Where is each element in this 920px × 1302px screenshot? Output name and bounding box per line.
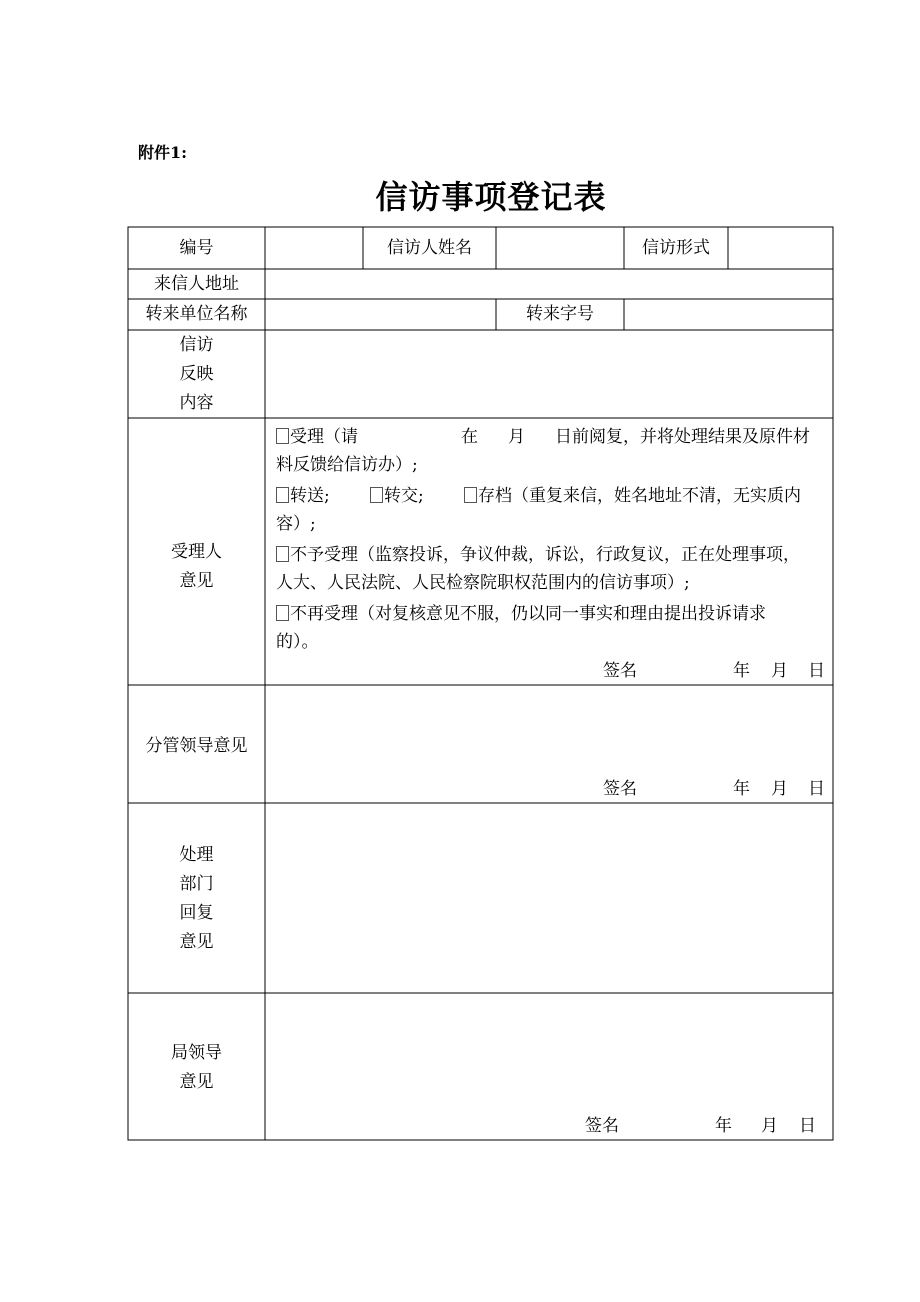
form-title: 信访事项登记表 xyxy=(375,178,607,216)
petitioner-name-field[interactable] xyxy=(497,228,623,268)
accept-month-text: 月 xyxy=(508,427,525,447)
acceptor-label-1: 受理人 xyxy=(171,542,222,562)
transfer-option xyxy=(276,486,330,506)
content-field[interactable] xyxy=(266,331,832,417)
dept-label-3: 回复 xyxy=(179,903,214,923)
reject-option-text: 不予受理（监察投诉，争议仲裁，诉讼，行政复议，正在处理事项， xyxy=(290,545,800,565)
leader-year-label: 年 xyxy=(733,779,750,799)
archive-option-text: 存档（重复来信，姓名地址不清，无实质内 xyxy=(478,486,801,506)
leader-sign-label: 签名 xyxy=(603,779,637,799)
content-label-1: 信访 xyxy=(179,335,214,355)
transfer-checkbox[interactable] xyxy=(276,487,289,503)
archive-option xyxy=(464,486,801,506)
reject-option xyxy=(276,545,800,565)
dept-reply-field[interactable] xyxy=(266,804,832,992)
number-label: 编号 xyxy=(179,238,214,258)
reject-line2-text: 人大、人民法院、人民检察院职权范围内的信访事项）; xyxy=(276,573,690,593)
bureau-month-label: 月 xyxy=(761,1116,778,1136)
no-reaccept-option xyxy=(276,604,766,624)
archive-line2-text: 容）; xyxy=(276,514,316,534)
transfer-option-text: 转送; xyxy=(290,486,330,506)
dept-label-1: 处理 xyxy=(179,845,214,865)
acceptor-month-label: 月 xyxy=(771,661,788,681)
leader-day-label: 日 xyxy=(808,779,825,799)
forward-checkbox[interactable] xyxy=(370,487,383,503)
accept-checkbox[interactable] xyxy=(276,428,289,444)
bureau-day-label: 日 xyxy=(799,1116,816,1136)
petitioner-name-label: 信访人姓名 xyxy=(387,238,472,258)
leader-month-label: 月 xyxy=(771,779,788,799)
bureau-label-2: 意见 xyxy=(179,1072,214,1092)
reject-checkbox[interactable] xyxy=(276,546,289,562)
acceptor-sign-label: 签名 xyxy=(603,661,637,681)
number-field[interactable] xyxy=(266,228,362,268)
content-label-2: 反映 xyxy=(179,364,214,384)
bureau-label-1: 局领导 xyxy=(171,1043,222,1063)
accept-option xyxy=(276,427,358,447)
bureau-year-label: 年 xyxy=(715,1116,732,1136)
accept-line2-text: 料反馈给信访办）; xyxy=(276,455,418,475)
bureau-opinion-field[interactable] xyxy=(266,994,832,1104)
referring-unit-field[interactable] xyxy=(266,300,495,329)
acceptor-day-label: 日 xyxy=(808,661,825,681)
acceptor-label-2: 意见 xyxy=(179,571,214,591)
archive-checkbox[interactable] xyxy=(464,487,477,503)
forward-option-text: 转交; xyxy=(384,486,424,506)
leader-opinion-field[interactable] xyxy=(266,686,832,766)
referral-number-label: 转来字号 xyxy=(526,304,594,324)
forward-option xyxy=(370,486,424,506)
no-reaccept-checkbox[interactable] xyxy=(276,605,289,621)
referral-number-field[interactable] xyxy=(625,300,832,329)
acceptor-year-label: 年 xyxy=(733,661,750,681)
address-field[interactable] xyxy=(266,270,832,298)
dept-label-4: 意见 xyxy=(179,932,214,952)
petition-form-field[interactable] xyxy=(729,228,832,268)
attachment-label: 附件1: xyxy=(138,143,188,162)
accept-at-text: 在 xyxy=(461,427,478,447)
content-label-3: 内容 xyxy=(179,393,214,413)
no-reaccept-option-text: 不再受理（对复核意见不服，仍以同一事实和理由提出投诉请求 xyxy=(290,604,766,624)
bureau-sign-label: 签名 xyxy=(585,1116,619,1136)
dept-label-2: 部门 xyxy=(179,874,214,894)
referring-unit-label: 转来单位名称 xyxy=(145,304,248,324)
accept-post-text: 日前阅复，并将处理结果及原件材 xyxy=(555,427,810,447)
leader-opinion-label: 分管领导意见 xyxy=(145,736,248,756)
address-label: 来信人地址 xyxy=(154,274,239,294)
no-reaccept-line2-text: 的）。 xyxy=(276,632,319,652)
accept-option-text: 受理（请 xyxy=(290,427,358,447)
petition-form-label: 信访形式 xyxy=(642,238,710,258)
